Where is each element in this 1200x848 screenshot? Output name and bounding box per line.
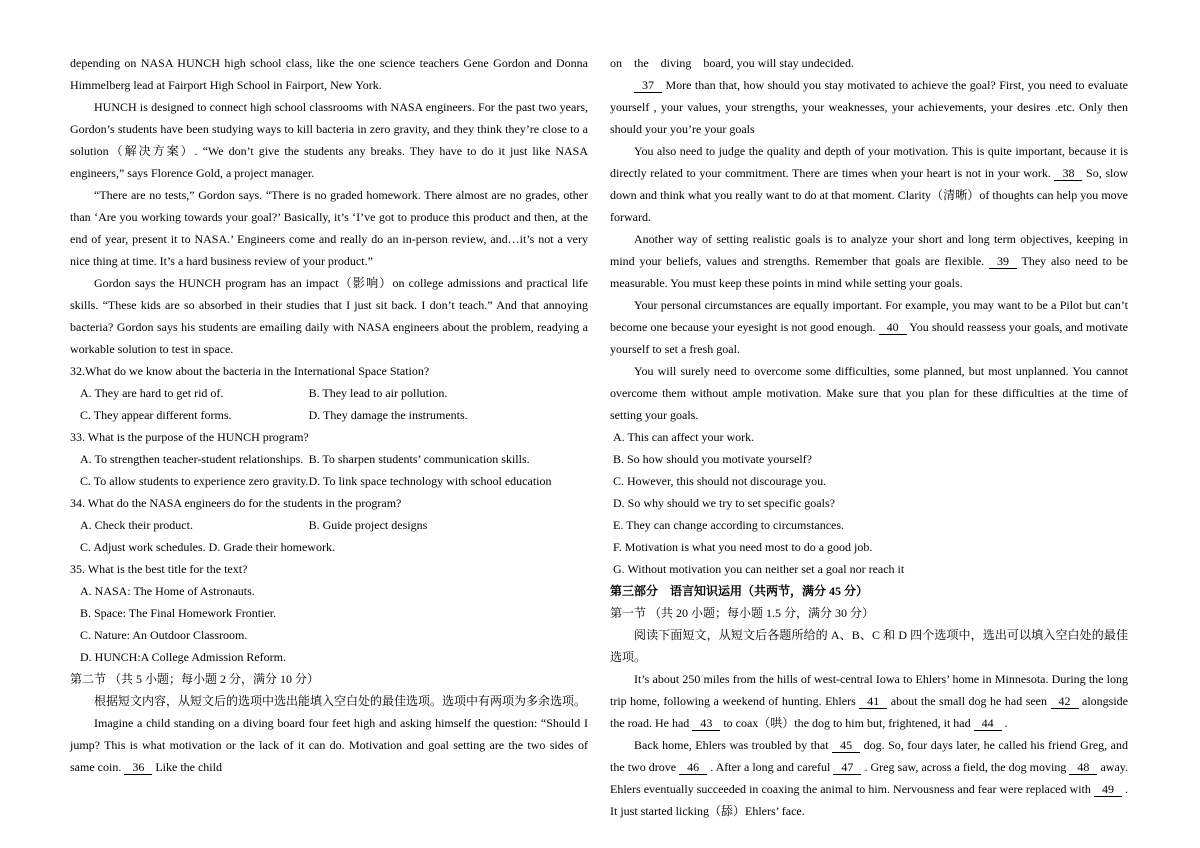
passage-paragraph-40: Your personal circumstances are equally important. For example, you may want to be a Pilot but can’t become one because your eyesight is not good enough. 40 You should reassess your goals, and motivate yourself to set a fresh goal. (610, 298, 1128, 356)
section-2-instructions: 根据短文内容，从短文后的选项中选出能填入空白处的最佳选项。选项中有两项为多余选项。 (94, 694, 587, 708)
question-32-option-b: B. They lead to air pollution. (308, 386, 448, 400)
blank-number: 44 (974, 716, 1002, 731)
gap-fill-option-a: A. This can affect your work. (613, 430, 755, 444)
cloze-paragraph-2: Back home, Ehlers was troubled by that 45 dog. So, four days later, he called his friend Greg, and the two drove 46 . After a long and careful 47 . Greg saw, across a field, the dog moving 48 away. Ehlers eventually succeeded in coaxing the animal to him. Nervousness and fear were replaced with 49 . It just started licking（舔）Ehlers’ face. (610, 738, 1129, 818)
blank-number: 36 (124, 760, 152, 775)
question-34-options-row-1 (70, 514, 588, 536)
question-32: 32.What do we know about the bacteria in the International Space Station? (70, 364, 430, 378)
question-32-option-a: A. They are hard to get rid of. (80, 386, 224, 400)
blank-number: 43 (692, 716, 720, 731)
question-35-option-b: B. Space: The Final Homework Frontier. (80, 606, 277, 620)
passage-paragraph-38: You also need to judge the quality and depth of your motivation. This is quite important, because it is directly related to your commitment. There are times when your heart is not in your work. 38 So, slow down and think what you really want to do at that moment. Clarity（清晰）of thoughts can help you move forward. (610, 144, 1128, 224)
question-33-option-d: D. To link space technology with school education (308, 474, 552, 488)
question-33-option-c: C. To allow students to experience zero gravity. (80, 474, 309, 488)
question-34: 34. What do the NASA engineers do for the students in the program? (70, 496, 402, 510)
question-34-option-b: B. Guide project designs (308, 518, 428, 532)
gap-fill-option-c: C. However, this should not discourage you. (613, 474, 827, 488)
section-2-heading: 第二节 （共 5 小题；每小题 2 分，满分 10 分） (70, 672, 320, 686)
question-33-option-a: A. To strengthen teacher-student relationships. (80, 452, 304, 466)
question-32-option-d: D. They damage the instruments. (308, 408, 468, 422)
blank-number: 40 (879, 320, 907, 335)
blank-number: 45 (832, 738, 860, 753)
blank-number: 48 (1069, 760, 1097, 775)
passage-paragraph-imagine: Imagine a child standing on a diving board four feet high and asking himself the question: “Should I jump? This is what motivation or the lack of it can do. Motivation and goal setting are the two sides of same coin. 36 Like the child (70, 716, 588, 774)
question-33-options-row-2 (70, 470, 588, 492)
question-35: 35. What is the best title for the text? (70, 562, 248, 576)
blank-number: 46 (679, 760, 707, 775)
section-1-heading: 第一节 （共 20 小题；每小题 1.5 分，满分 30 分） (610, 606, 875, 620)
blank-number: 37 (634, 78, 662, 93)
question-35-option-d: D. HUNCH:A College Admission Reform. (80, 650, 286, 664)
question-35-option-c: C. Nature: An Outdoor Classroom. (80, 628, 248, 642)
blank-number: 42 (1051, 694, 1079, 709)
right-column (610, 52, 1128, 822)
question-34-options-cd: C. Adjust work schedules. D. Grade their homework. (80, 540, 335, 554)
question-33-option-b: B. To sharpen students’ communication skills. (308, 452, 530, 466)
passage-paragraph-difficulties: You will surely need to overcome some difficulties, some planned, but most unplanned. You cannot overcome them without ample motivation. Make sure that you plan for these difficulties at the time of setting your goals. (610, 364, 1128, 422)
passage-paragraph-hunch: HUNCH is designed to connect high school classrooms with NASA engineers. For the past two years, Gordon’s students have been studying ways to kill bacteria in zero gravity, and they think they’re close to a solution（解决方案）. “We don’t give the students any breaks. They have to do it just like NASA engineers,” says Florence Gold, a project manager. (70, 100, 588, 180)
blank-number: 39 (989, 254, 1017, 269)
gap-fill-option-b: B. So how should you motivate yourself? (613, 452, 812, 466)
question-32-options-row-2 (70, 404, 588, 426)
blank-number: 38 (1054, 166, 1082, 181)
question-35-option-a: A. NASA: The Home of Astronauts. (80, 584, 255, 598)
gap-fill-option-e: E. They can change according to circumstances. (613, 518, 845, 532)
question-34-option-a: A. Check their product. (80, 518, 193, 532)
gap-fill-option-g: G. Without motivation you can neither set a goal nor reach it (613, 562, 905, 576)
gap-fill-option-d: D. So why should we try to set specific goals? (613, 496, 835, 510)
blank-number: 41 (859, 694, 887, 709)
gap-fill-option-f: F. Motivation is what you need most to do a good job. (613, 540, 873, 554)
left-column (70, 52, 588, 822)
section-1-instructions: 阅读下面短文，从短文后各题所给的 A、B、C 和 D 四个选项中，选出可以填入空白处的最佳选项。 (610, 628, 1128, 664)
passage-paragraph-37: 37 More than that, how should you stay motivated to achieve the goal? First, you need to evaluate yourself , your values, your strengths, your weaknesses, your achievements, your desires .etc. Only then should your you’re your goals (610, 78, 1128, 136)
blank-number: 49 (1094, 782, 1122, 797)
part-3-heading: 第三部分 语言知识运用（共两节，满分 45 分） (610, 584, 869, 598)
passage-continuation-paragraph: depending on NASA HUNCH high school class, like the one science teachers Gene Gordon and Donna Himmelberg lead at Fairport High School in Fairport, New York. (70, 56, 588, 92)
passage-paragraph-tests: “There are no tests,” Gordon says. “There is no graded homework. There almost are no grades, other than ‘Are you working towards your goal?’ Basically, it’s ‘I’ve got to produce this product and then, at the end of year, present it to NASA.’ Engineers come and really do an in-person review, and…it’s not a very nice thing at time. It’s a hard business review of your product.” (70, 188, 588, 268)
question-33: 33. What is the purpose of the HUNCH program? (70, 430, 309, 444)
passage-paragraph-39: Another way of setting realistic goals is to analyze your short and long term objectives, keeping in mind your beliefs, values and strengths. Remember that goals are flexible. 39 They also need to be measurable. You must keep these points in mind while setting your goals. (610, 232, 1128, 290)
question-32-option-c: C. They appear different forms. (80, 408, 232, 422)
blank-number: 47 (833, 760, 861, 775)
question-33-options-row-1 (70, 448, 588, 470)
question-32-options-row-1 (70, 382, 588, 404)
passage-paragraph-impact: Gordon says the HUNCH program has an impact（影响）on college admissions and practical life skills. “These kids are so absorbed in their studies that I just sit back. I don’t teach.” And that annoying bacteria? Gordon says his students are emailing daily with NASA engineers about the problem, readying a workable solution to test in space. (70, 276, 588, 356)
cloze-paragraph-1: It’s about 250 miles from the hills of west-central Iowa to Ehlers’ home in Minnesota. During the long trip home, following a weekend of hunting. Ehlers 41 about the small dog he had seen 42 alongside the road. He had 43 to coax（哄）the dog to him but, frightened, it had 44 . (610, 672, 1129, 730)
passage-continuation-paragraph: on the diving board, you will stay undecided. (610, 56, 854, 70)
